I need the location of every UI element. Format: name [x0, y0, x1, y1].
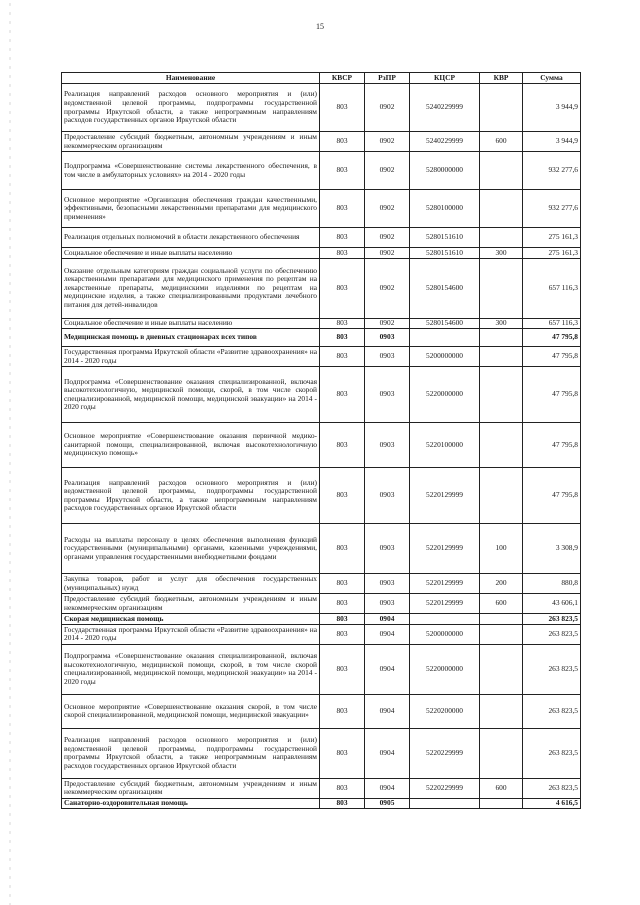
cell-name: Предоставление субсидий бюджетным, автономным учреждениям и иным некоммерческим организациям: [62, 778, 320, 798]
table-row: [62, 329, 581, 347]
cell-name: Расходы на выплаты персоналу в целях обеспечения выполнения функций государственными (муниципальными) органами, казенными учреждениями, органами управления государственными внебюджетными фондами: [62, 524, 320, 574]
cell-rzpr: 0903: [365, 329, 410, 347]
cell-kvr: 200: [480, 574, 523, 594]
cell-kvr: [480, 614, 523, 625]
table-row: [62, 594, 581, 614]
cell-kvsr: 803: [320, 624, 365, 644]
table-row: [62, 228, 581, 248]
table-row: [62, 798, 581, 809]
cell-kvsr: 803: [320, 423, 365, 468]
cell-kvsr: 803: [320, 574, 365, 594]
cell-rzpr: 0903: [365, 367, 410, 423]
cell-kvr: [480, 367, 523, 423]
cell-rzpr: 0904: [365, 778, 410, 798]
cell-kvr: [480, 423, 523, 468]
cell-kvr: 100: [480, 524, 523, 574]
cell-kvsr: 803: [320, 132, 365, 152]
cell-kcsr: 5280151610: [410, 248, 480, 259]
cell-kcsr: [410, 798, 480, 809]
cell-sum: 657 116,3: [523, 258, 581, 318]
cell-kcsr: 5220129999: [410, 524, 480, 574]
cell-kvr: 300: [480, 248, 523, 259]
cell-kvsr: 803: [320, 798, 365, 809]
cell-name: Государственная программа Иркутской области «Развитие здравоохранения» на 2014 - 2020 годы: [62, 624, 320, 644]
cell-name: Скорая медицинская помощь: [62, 614, 320, 625]
header-kcsr: КЦСР: [410, 73, 480, 84]
table-row: [62, 694, 581, 728]
cell-rzpr: 0903: [365, 594, 410, 614]
table-row: [62, 614, 581, 625]
cell-rzpr: 0903: [365, 524, 410, 574]
cell-kvsr: 803: [320, 594, 365, 614]
cell-kvsr: 803: [320, 84, 365, 132]
table-row: [62, 624, 581, 644]
table-row: [62, 190, 581, 228]
table-row: [62, 248, 581, 259]
cell-rzpr: 0902: [365, 152, 410, 190]
cell-sum: 880,8: [523, 574, 581, 594]
cell-kvsr: 803: [320, 644, 365, 694]
cell-kvr: [480, 190, 523, 228]
cell-sum: 263 823,5: [523, 614, 581, 625]
cell-kcsr: 5280000000: [410, 152, 480, 190]
cell-kcsr: 5280151610: [410, 228, 480, 248]
cell-kcsr: 5240229999: [410, 132, 480, 152]
cell-kvr: [480, 329, 523, 347]
cell-rzpr: 0905: [365, 798, 410, 809]
cell-kcsr: 5220229999: [410, 728, 480, 778]
cell-kcsr: [410, 329, 480, 347]
cell-kcsr: 5220129999: [410, 574, 480, 594]
cell-kvr: [480, 798, 523, 809]
cell-name: Социальное обеспечение и иные выплаты населению: [62, 318, 320, 329]
cell-name: Санаторно-оздоровительная помощь: [62, 798, 320, 809]
table-row: [62, 423, 581, 468]
table-body: [62, 84, 581, 809]
cell-name: Основное мероприятие «Организация обеспечения граждан качественными, эффективными, безопасными лекарственными препаратами для медицинского применения»: [62, 190, 320, 228]
cell-sum: 932 277,6: [523, 152, 581, 190]
cell-kcsr: 5200000000: [410, 347, 480, 367]
cell-name: Реализация направлений расходов основного мероприятия и (или) ведомственной целевой программы, подпрограммы государственной программы Иркутской области, а также непрограммным направлениям расходов государственных органов Иркутской области: [62, 84, 320, 132]
cell-sum: 47 795,8: [523, 468, 581, 524]
cell-sum: 47 795,8: [523, 423, 581, 468]
cell-rzpr: 0904: [365, 728, 410, 778]
cell-name: Подпрограмма «Совершенствование оказания специализированной, включая высокотехнологичную, медицинской помощи, скорой, в том числе скорой специализированной, медицинской помощи, медицинской эвакуации» на 2014 - 2020 годы: [62, 644, 320, 694]
cell-kvr: 600: [480, 778, 523, 798]
cell-kvr: [480, 84, 523, 132]
cell-kvsr: 803: [320, 318, 365, 329]
cell-kvr: 600: [480, 594, 523, 614]
cell-sum: 47 795,8: [523, 329, 581, 347]
cell-sum: 3 308,9: [523, 524, 581, 574]
cell-kvsr: 803: [320, 694, 365, 728]
cell-name: Предоставление субсидий бюджетным, автономным учреждениям и иным некоммерческим организациям: [62, 594, 320, 614]
cell-sum: 275 161,3: [523, 248, 581, 259]
cell-rzpr: 0902: [365, 84, 410, 132]
cell-kvsr: 803: [320, 190, 365, 228]
cell-kcsr: 5220229999: [410, 778, 480, 798]
cell-rzpr: 0904: [365, 614, 410, 625]
cell-kvsr: 803: [320, 152, 365, 190]
cell-sum: 263 823,5: [523, 694, 581, 728]
cell-kcsr: 5280100000: [410, 190, 480, 228]
cell-rzpr: 0904: [365, 644, 410, 694]
cell-sum: 932 277,6: [523, 190, 581, 228]
table-row: [62, 132, 581, 152]
cell-kcsr: 5280154600: [410, 318, 480, 329]
cell-name: Оказание отдельным категориям граждан социальной услуги по обеспечению лекарственными препаратами для медицинского применения по рецептам на лекарственные препараты, медицинскими изделиями по рецептам на медицинские изделия, а также специализированными продуктами лечебного питания для детей-инвалидов: [62, 258, 320, 318]
cell-kcsr: 5220100000: [410, 423, 480, 468]
cell-kvr: [480, 468, 523, 524]
cell-kvsr: 803: [320, 614, 365, 625]
cell-name: Медицинская помощь в дневных стационарах всех типов: [62, 329, 320, 347]
cell-sum: 263 823,5: [523, 644, 581, 694]
cell-name: Реализация направлений расходов основного мероприятия и (или) ведомственной целевой программы, подпрограммы государственной программы Иркутской области, а также непрограммным направлениям расходов государственных органов Иркутской области: [62, 728, 320, 778]
cell-kvr: [480, 624, 523, 644]
header-name: Наименование: [62, 73, 320, 84]
cell-kvr: [480, 728, 523, 778]
cell-name: Подпрограмма «Совершенствование системы лекарственного обеспечения, в том числе в амбулаторных условиях» на 2014 - 2020 годы: [62, 152, 320, 190]
cell-name: Закупка товаров, работ и услуг для обеспечения государственных (муниципальных) нужд: [62, 574, 320, 594]
cell-kvr: [480, 228, 523, 248]
cell-rzpr: 0904: [365, 624, 410, 644]
cell-sum: 275 161,3: [523, 228, 581, 248]
cell-sum: 47 795,8: [523, 347, 581, 367]
cell-kcsr: 5240229999: [410, 84, 480, 132]
cell-kvr: 600: [480, 132, 523, 152]
cell-name: Реализация отдельных полномочий в области лекарственного обеспечения: [62, 228, 320, 248]
table-row: [62, 84, 581, 132]
cell-kcsr: 5220000000: [410, 367, 480, 423]
cell-rzpr: 0902: [365, 258, 410, 318]
header-sum: Сумма: [523, 73, 581, 84]
cell-rzpr: 0903: [365, 574, 410, 594]
cell-sum: 263 823,5: [523, 728, 581, 778]
cell-name: Государственная программа Иркутской области «Развитие здравоохранения» на 2014 - 2020 годы: [62, 347, 320, 367]
cell-sum: 657 116,3: [523, 318, 581, 329]
cell-kvr: [480, 694, 523, 728]
cell-sum: 43 606,1: [523, 594, 581, 614]
table-row: [62, 574, 581, 594]
cell-sum: 47 795,8: [523, 367, 581, 423]
table-row: [62, 258, 581, 318]
cell-sum: 263 823,5: [523, 778, 581, 798]
budget-table: [61, 72, 581, 809]
cell-name: Социальное обеспечение и иные выплаты населению: [62, 248, 320, 259]
cell-kvsr: 803: [320, 367, 365, 423]
cell-kvr: [480, 152, 523, 190]
cell-sum: 263 823,5: [523, 624, 581, 644]
table-row: [62, 778, 581, 798]
cell-kvr: 300: [480, 318, 523, 329]
cell-kvr: [480, 258, 523, 318]
table-row: [62, 468, 581, 524]
cell-kcsr: 5220000000: [410, 644, 480, 694]
cell-name: Основное мероприятие «Совершенствование оказания первичной медико-санитарной помощи, специализированной, включая высокотехнологичную медицинскую помощь»: [62, 423, 320, 468]
cell-kvsr: 803: [320, 347, 365, 367]
table-row: [62, 152, 581, 190]
table-row: [62, 347, 581, 367]
header-rzpr: РзПР: [365, 73, 410, 84]
cell-kvsr: 803: [320, 778, 365, 798]
cell-rzpr: 0902: [365, 228, 410, 248]
cell-kcsr: 5220129999: [410, 594, 480, 614]
cell-kvsr: 803: [320, 329, 365, 347]
cell-rzpr: 0902: [365, 190, 410, 228]
cell-kvsr: 803: [320, 258, 365, 318]
cell-kvsr: 803: [320, 524, 365, 574]
cell-kcsr: [410, 614, 480, 625]
cell-sum: 3 944,9: [523, 132, 581, 152]
table-row: [62, 644, 581, 694]
cell-rzpr: 0903: [365, 468, 410, 524]
cell-name: Основное мероприятие «Совершенствование оказания скорой, в том числе скорой специализированной, медицинской помощи, медицинской эвакуации»: [62, 694, 320, 728]
cell-rzpr: 0902: [365, 248, 410, 259]
cell-name: Подпрограмма «Совершенствование оказания специализированной, включая высокотехнологичную, медицинской помощи, скорой, в том числе скорой специализированной, медицинской помощи, медицинской эвакуации» на 2014 - 2020 годы: [62, 367, 320, 423]
scan-margin-marks: [8, 0, 12, 905]
cell-kvsr: 803: [320, 248, 365, 259]
cell-kvr: [480, 644, 523, 694]
header-kvr: КВР: [480, 73, 523, 84]
table-header-row: [62, 73, 581, 84]
cell-kvsr: 803: [320, 228, 365, 248]
cell-kvsr: 803: [320, 468, 365, 524]
cell-sum: 4 616,5: [523, 798, 581, 809]
page-number: 15: [316, 22, 324, 31]
table-row: [62, 318, 581, 329]
cell-kcsr: 5220200000: [410, 694, 480, 728]
header-kvsr: КВСР: [320, 73, 365, 84]
cell-kcsr: 5200000000: [410, 624, 480, 644]
cell-rzpr: 0902: [365, 132, 410, 152]
cell-rzpr: 0904: [365, 694, 410, 728]
cell-sum: 3 944,9: [523, 84, 581, 132]
cell-kvr: [480, 347, 523, 367]
table-row: [62, 524, 581, 574]
cell-kcsr: 5220129999: [410, 468, 480, 524]
cell-rzpr: 0903: [365, 423, 410, 468]
cell-kvsr: 803: [320, 728, 365, 778]
cell-name: Реализация направлений расходов основного мероприятия и (или) ведомственной целевой программы, подпрограммы государственной программы Иркутской области, а также непрограммным направлениям расходов государственных органов Иркутской области: [62, 468, 320, 524]
table-row: [62, 728, 581, 778]
cell-rzpr: 0902: [365, 318, 410, 329]
cell-kcsr: 5280154600: [410, 258, 480, 318]
cell-name: Предоставление субсидий бюджетным, автономным учреждениям и иным некоммерческим организациям: [62, 132, 320, 152]
table-row: [62, 367, 581, 423]
cell-rzpr: 0903: [365, 347, 410, 367]
